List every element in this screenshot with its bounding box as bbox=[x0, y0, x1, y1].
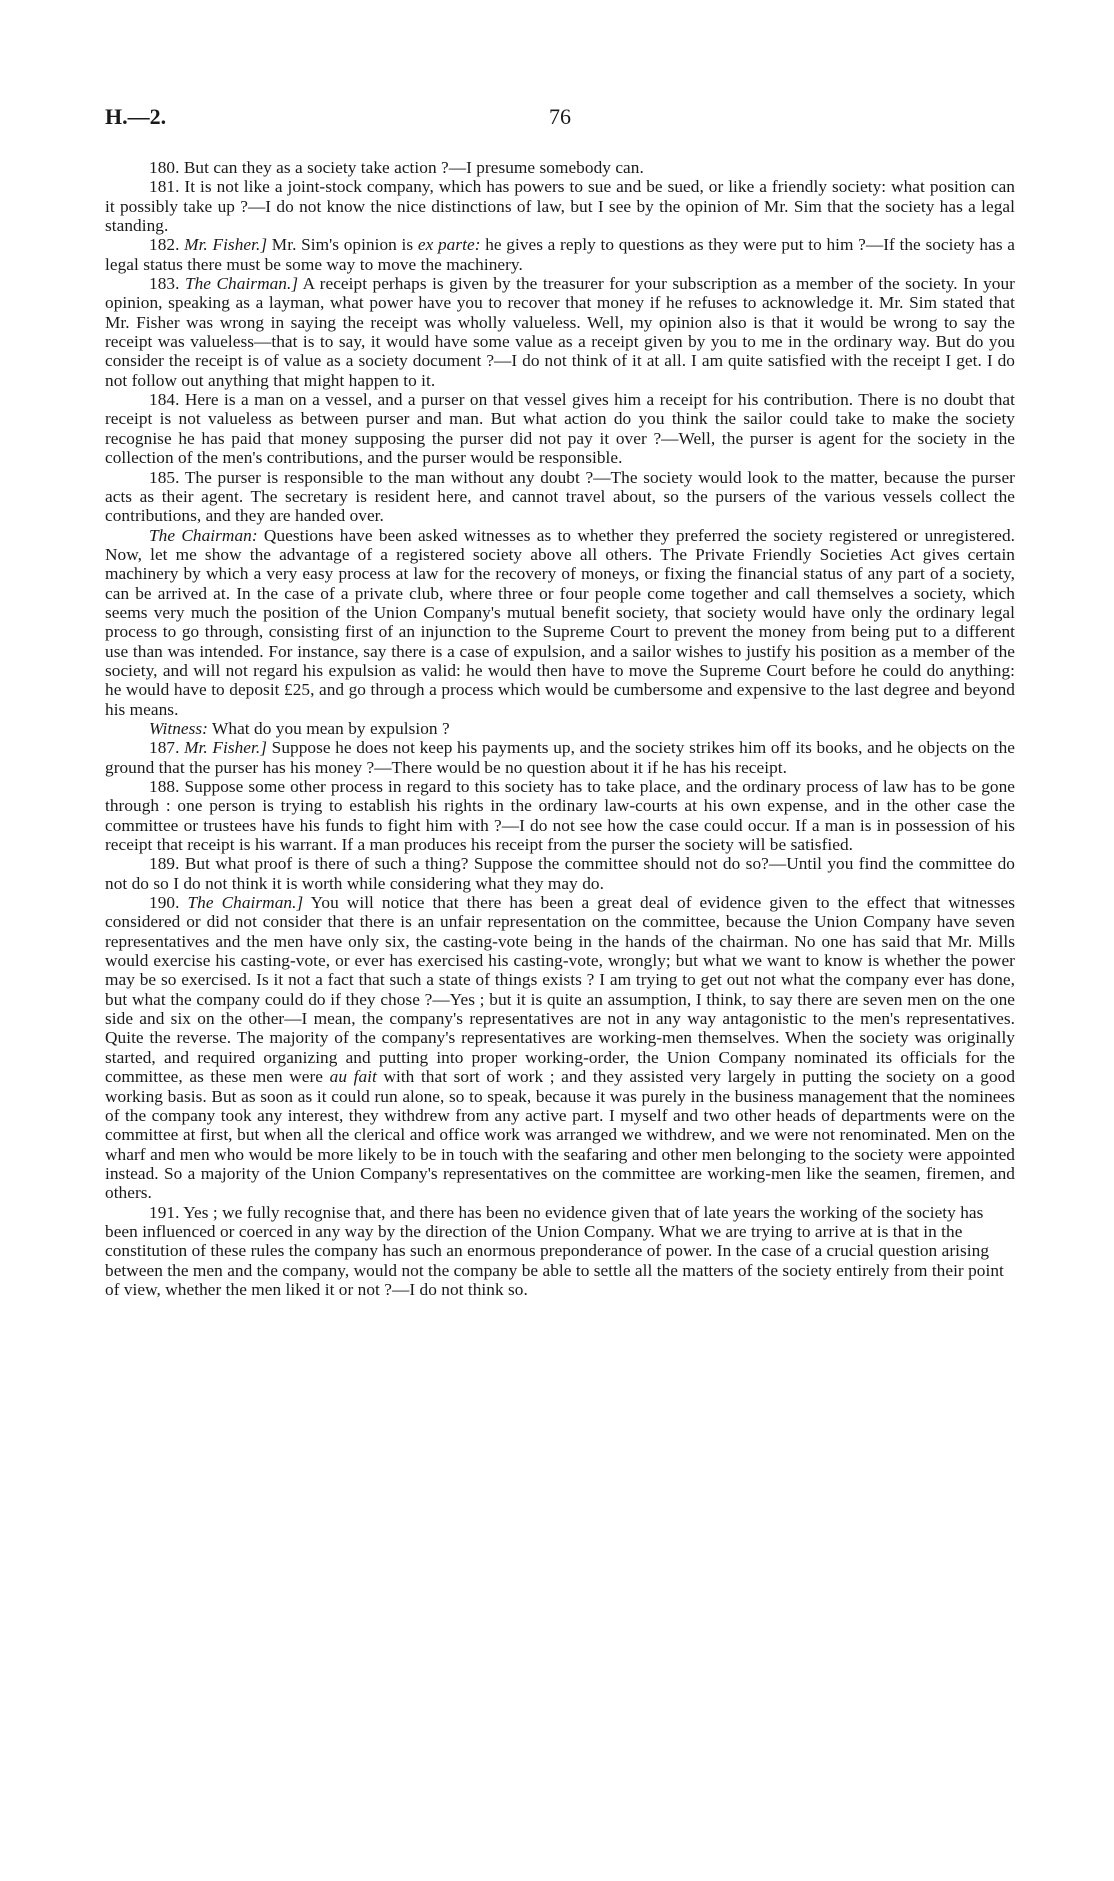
document-page bbox=[105, 104, 1015, 1299]
speaker-label: The Chairman.] bbox=[187, 893, 304, 913]
paragraph-number: 189. bbox=[149, 854, 180, 874]
paragraph-text-continued: he gives a reply to questions as they were put to him ?—If the society has a legal status there must be some way to move the machinery. bbox=[105, 235, 1015, 274]
paragraph-number: 187. bbox=[149, 738, 180, 758]
speaker-label: Witness: bbox=[149, 718, 208, 738]
paragraph-183 bbox=[105, 274, 1015, 390]
paragraph-text: Here is a man on a vessel, and a purser on that vessel gives him a receipt for his contribution. There is no doubt that receipt is not valueless as between purser and man. But what action do you think the sailor could take to make the society recognise he has paid that money supposing the purser did not pay it over ?—Well, the purser is agent for the society in the collection of the men's contributions, and the purser would be responsible. bbox=[105, 390, 1015, 468]
paragraph-text: A receipt perhaps is given by the treasurer for your subscription as a member of the society. In your opinion, speaking as a layman, what power have you to recover that money if he refuses to acknowledge it. Mr. Sim stated that Mr. Fisher was wrong in saying the receipt was wholly valueless. Well, my opinion also is that it would be wrong to say the receipt was valueless—that is to say, it would have some value as a receipt given by you to me in the ordinary way. But do you consider the receipt is of value as a society document ?—I do not think of it at all. I am quite satisfied with the receipt I get. I do not follow out anything that might happen to it. bbox=[105, 274, 1015, 390]
paragraph-180 bbox=[105, 158, 1015, 177]
paragraph-text: It is not like a joint-stock company, which has powers to sue and be sued, or like a friendly society: what position can it possibly take up ?—I do not know the nice distinctions of law, but I see by the opinion of Mr. Sim that the society has a legal standing. bbox=[105, 177, 1015, 236]
paragraph-text: Mr. Sim's opinion is bbox=[271, 235, 414, 255]
paragraph-text: Questions have been asked witnesses as to whether they preferred the society registered or unregistered. Now, let me show the advantage of a registered society above all others. The Private Friendly Societies Act gives certain machinery by which a very easy process at law for the recovery of moneys, or fixing the financial status of any part of a society, can be arrived at. In the case of a private club, where three or four people come together and call themselves a society, which seems very much the position of the Union Company's mutual benefit society, that society would have only the ordinary legal process to go through, consisting first of an injunction to the Supreme Court to prevent the money from being put to a different use than was intended. For instance, say there is a case of expulsion, and a sailor wishes to justify his position as a member of the society, and will not regard his expulsion as valid: he would then have to move the Supreme Court before he could do anything: he would have to deposit £25, and go through a process which would be cumbersome and expensive to the last degree and beyond his means. bbox=[105, 525, 1016, 719]
speaker-label: Mr. Fisher.] bbox=[184, 738, 268, 758]
document-reference: H.—2. bbox=[105, 104, 167, 129]
paragraph-number: 184. bbox=[149, 390, 180, 410]
page-header bbox=[105, 104, 1015, 140]
paragraph-text-continued: with that sort of work ; and they assisted very largely in putting the society on a good working basis. But as soon as it could run alone, so to speak, because it was purely in the business management that the nominees of the company took any interest, they withdrew from any active part. I myself and two other heads of departments were on the committee at first, but when all the clerical and office work was arranged we withdrew, and we were not renominated. Men on the wharf and men who would be more likely to be in touch with the seafaring and other men belonging to the society were appointed instead. So a majority of the Union Company's representatives on the committee are working-men like the seamen, firemen, and others. bbox=[105, 1067, 1016, 1203]
paragraph-number: 188. bbox=[149, 777, 180, 796]
paragraph-185 bbox=[105, 468, 1015, 526]
paragraph-181 bbox=[105, 177, 1015, 235]
paragraph-191 bbox=[105, 1203, 1015, 1300]
paragraph-chairman-statement bbox=[105, 526, 1015, 719]
page-number: 76 bbox=[549, 104, 571, 129]
paragraph-text: The purser is responsible to the man without any doubt ?—The society would look to the matter, because the purser acts as their agent. The secretary is resident here, and cannot travel about, so the pursers of the various vessels collect the contributions, and they are handed over. bbox=[105, 467, 1015, 526]
paragraph-text: Yes ; we fully recognise that, and there has been no evidence given that of late years the working of the society has been influenced or coerced in any way by the direction of the Union Company. What we are trying to arrive at is that in the constitution of these rules the company has such an enormous preponderance of power. In the case of a crucial question arising between the men and the company, would not the company be able to settle all the matters of the society entirely from their point of view, whether the men liked it or not ?—I do not think so. bbox=[105, 1202, 1004, 1299]
paragraph-number: 182. bbox=[149, 235, 180, 255]
paragraph-190 bbox=[105, 893, 1015, 1203]
paragraph-number: 181. bbox=[149, 177, 180, 197]
speaker-label: Mr. Fisher.] bbox=[184, 235, 268, 255]
paragraph-188 bbox=[105, 777, 1015, 854]
paragraph-text: But can they as a society take action ?—I presume somebody can. bbox=[183, 158, 644, 177]
paragraph-187 bbox=[105, 738, 1015, 777]
italic-phrase: au fait bbox=[329, 1067, 377, 1087]
paragraph-184 bbox=[105, 390, 1015, 467]
paragraph-witness-question bbox=[105, 719, 1015, 738]
paragraph-number: 185. bbox=[149, 467, 180, 487]
paragraph-182 bbox=[105, 235, 1015, 274]
paragraph-text: Suppose he does not keep his payments up, and the society strikes him off its books, and he objects on the ground that the purser has his money ?—There would be no question about it if he has his receipt. bbox=[105, 738, 1016, 777]
italic-phrase: ex parte: bbox=[417, 235, 481, 255]
paragraph-number: 191. bbox=[149, 1202, 180, 1222]
document-body bbox=[105, 158, 1015, 1299]
paragraph-text: Suppose some other process in regard to this society has to take place, and the ordinary process of law has to be gone through : one person is trying to establish his rights in the ordinary law-courts at his own expense, and in the other case the committee or trustees have his funds to fight him with ?—I do not see how the case could occur. If a man is in possession of his receipt that receipt is his warrant. If a man produces his receipt from the purser the society will be satisfied. bbox=[105, 777, 1015, 855]
paragraph-189 bbox=[105, 854, 1015, 893]
paragraph-text: What do you mean by expulsion ? bbox=[212, 718, 450, 738]
speaker-label: The Chairman: bbox=[149, 525, 258, 545]
speaker-label: The Chairman.] bbox=[184, 274, 299, 294]
paragraph-text: But what proof is there of such a thing? Suppose the committee should not do so?—Until you find the committee do not do so I do not think it is worth while considering what they may do. bbox=[105, 854, 1015, 893]
paragraph-number: 190. bbox=[149, 893, 180, 913]
paragraph-number: 183. bbox=[149, 274, 180, 294]
paragraph-number: 180. bbox=[149, 158, 180, 177]
paragraph-text: You will notice that there has been a great deal of evidence given to the effect that witnesses considered or did not consider that there is an unfair representation on the committee, because the Union Company have seven representatives and the men have only six, the casting-vote being in the hands of the chairman. No one has said that Mr. Mills would exercise his casting-vote, or ever has exercised his casting-vote, wrongly; but what we want to know is whether the power may be so exercised. Is it not a fact that such a state of things exists ? I am trying to get out not what the company ever has done, but what the company could do if they chose ?—Yes ; but it is quite an assumption, I think, to say there are seven men on the one side and six on the other—I mean, the company's representatives are not in any way antagonistic to the men's representatives. Quite the reverse. The majority of the company's representatives are working-men themselves. When the society was originally started, and required organizing and putting into proper working-order, the Union Company nominated its officials for the committee, as these men were bbox=[105, 893, 1015, 1087]
